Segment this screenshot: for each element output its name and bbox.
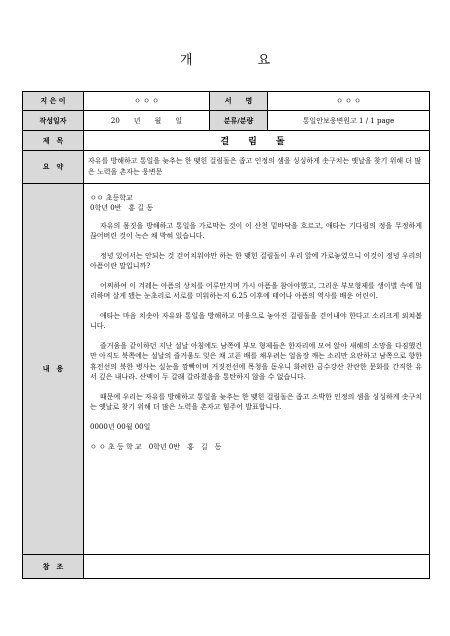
signature-label: 서 명	[210, 92, 268, 111]
category-value: 통일안보웅변원고 1 / 1 page	[268, 111, 430, 131]
content-row	[23, 184, 430, 555]
reference-row	[23, 555, 430, 579]
document-title: 개 요	[179, 53, 297, 68]
summary-form	[22, 91, 430, 579]
date-label: 작성일자	[23, 111, 84, 131]
class-line: 0학년 0반 홍 길 동	[90, 204, 154, 213]
author-row	[23, 92, 430, 111]
author-value: ㅇ ㅇ ㅇ	[84, 92, 210, 111]
subject-value: 걸 림 돌	[84, 131, 430, 151]
paragraph-6: 때문에 우리는 자유를 방해하고 통일을 늦추는 한 맺힌 걸림돌은 좁고 소박한 인정의 샘을 싱싱하게 솟구치는 옛날로 찾기 위해 더 많은 노력을 촌자고 힘주어 발표합니다.	[90, 392, 422, 411]
date-row	[23, 111, 430, 131]
subject-label: 제 목	[23, 131, 84, 151]
subject-row	[23, 131, 430, 151]
paragraph-1: 자유의 몸짓을 방해하고 통일을 가로막는 것이 이 산천 밑바닥을 흐르고, 애타는 기다림의 정을 무정하게 끊어버린 것이 녹슨 채 박혀 있습니다.	[90, 221, 422, 240]
summary-row	[23, 151, 430, 184]
date-value: 20 년 월 일	[84, 111, 210, 131]
school-line: ㅇㅇ 초등학교	[90, 194, 133, 202]
date-line: 0000년 00월 00일	[90, 422, 151, 431]
paragraph-5: 즐거움을 같이하던 지난 설날 아침에도 남쪽에 부모 형제들은 한자리에 모여 앉아 새해의 소망을 다짐했건만 아직도 북쪽에는 설날의 즐거움도 잊은 채 고픈 배를 채우려는 얼음장 깨는 소리만 요란하고 남쪽으로 향한 휴전선의 북한 병사는 실눈을 깜빡이며 거짓전선에 목청을 돋우니 화려한 금수강산 찬란한 문화를 간직한 유서 깊은 내나라. 산맥이 두 갈래 갈라졌음을 통탄하지 않을 수 없습니다.	[90, 341, 422, 381]
summary-value: 자유를 방해하고 통일을 늦추는 한 맺힌 걸림돌은 좁고 인정의 샘을 싱싱하게 솟구치는 옛날을 찾기 위해 더 많은 노력을 촌자는 웅변문	[84, 151, 430, 184]
paragraph-2: 정녕 있어서는 안되는 것 걷어치워야만 하는 한 맺힌 걸림돌이 우리 앞에 가로놓였으니 이것이 정녕 우리의 아픔이란 말입니까?	[90, 251, 422, 270]
signature-value: ㅇ ㅇ ㅇ	[268, 92, 430, 111]
reference-label: 참 조	[23, 555, 84, 579]
content-label: 내 용	[23, 184, 84, 555]
content-body	[84, 184, 430, 555]
paragraph-3: 어찌하여 이 겨레는 아픔의 상처를 어루만지며 가시 아픔을 참아야했고, 그리운 부모형제를 생이별 속에 멀리하며 살게 됐는 눈초리로 서로를 미워하는지 6.25 이후에 태어나 아픔의 역사를 배운 어린이.	[90, 281, 422, 301]
reference-value	[84, 555, 430, 579]
summary-label: 요 약	[23, 151, 84, 184]
category-label: 분류/분량	[210, 111, 268, 131]
paragraph-4: 애타는 마음 치솟아 자유와 통일을 방해하고 미움으로 놓아진 걸림돌을 걷어내야 한다고 소리크게 외쳐봅니다.	[90, 311, 422, 331]
signature-line: ㅇ ㅇ 초 등 학 교 0학년 0반 홍 길 동	[90, 442, 222, 451]
author-label: 지 은 이	[23, 92, 84, 111]
